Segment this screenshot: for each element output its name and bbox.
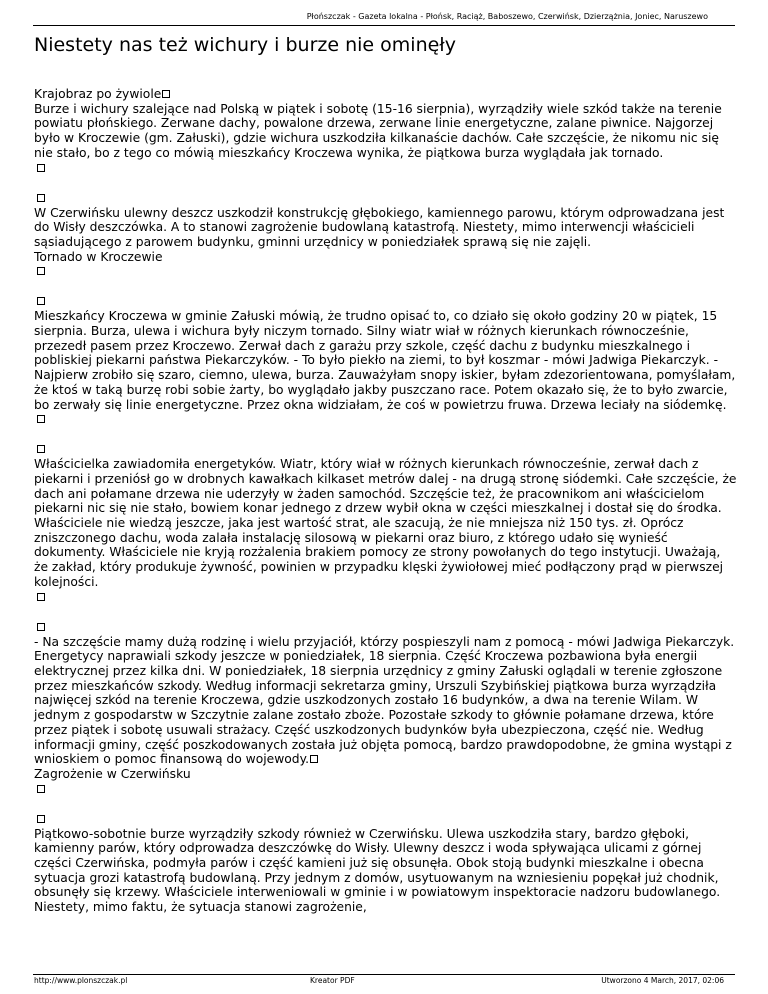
paragraph-text: - Na szczęście mamy dużą rodzinę i wielu przyjaciół, którzy pospieszyli nam z pomocą - mówi Jadwiga Piekarczyk. Energetycy naprawiali szkody jeszcze w poniedziałek, 18 sierpnia. Część Kroczewa pozbawiona była energii elektrycznej przez kilka dni. W poniedziałek, 18 sierpnia urzędnicy z gminy Załuski oglądali w terenie zgłoszone przez mieszkańców szkody. Według informacji sekretarza gminy, Urszuli Szybińskiej piątkowa burza wyrządziła najwięcej szkód na terenie Kroczewa, gdzie uszkodzonych zostało 16 budynków, a dwa na terenie Wilam. W jednym z gospodarstw w Szczytnie zalane zostało zboże. Pozostałe szkody to głównie połamane drzewa, które przez piątek i sobotę usuwali strażacy. Część uszkodzonych budynków była ubezpieczona, część nie. Według informacji gminy, część poszkodowanych została już objęta pomocą, bardzo prawdopodobne, że gmina wystąpi z wnioskiem o pomoc finansową do wojewody. [34,634,735,767]
footer-created-date: Utworzono 4 March, 2017, 02:06 [601,976,724,985]
placeholder-line [34,590,738,605]
paragraph [34,635,738,767]
placeholder-line [34,782,738,797]
page-header: Płońszczak - Gazeta lokalna - Płońsk, Raciąż, Baboszewo, Czerwińsk, Dzierzążnia, Joniec, Naruszewo [306,12,708,21]
page-footer [34,976,736,988]
spacer [34,176,738,191]
missing-glyph-icon [37,194,45,202]
placeholder-line [34,412,738,427]
missing-glyph-icon [37,593,45,601]
missing-glyph-icon [37,815,45,823]
missing-glyph-icon [37,267,45,275]
placeholder-line [34,161,738,176]
footer-url-link[interactable]: http://www.plonszczak.pl [34,976,128,985]
footer-generator: Kreator PDF [310,976,355,985]
article-body [34,87,738,915]
missing-glyph-icon [37,445,45,453]
missing-glyph-icon [310,755,318,763]
missing-glyph-icon [37,623,45,631]
missing-glyph-icon [37,297,45,305]
missing-glyph-icon [37,164,45,172]
paragraph: Mieszkańcy Kroczewa w gminie Załuski mówią, że trudno opisać to, co działo się około godziny 20 w piątek, 15 sierpnia. Burza, ulewa i wichura były niczym tornado. Silny wiatr wiał w różnych kierunkach równocześnie, przezedł pasem przez Kroczewo. Zerwał dach z garażu przy szkole, część dachu z budynku mieszkalnego i pobliskiej piekarni państwa Piekarczyków. - To było piekło na ziemi, to był koszmar - mówi Jadwiga Piekarczyk. - Najpierw zrobiło się szaro, ciemno, ulewa, burza. Zauważyłam snopy iskier, byłam zdezorientowana, pomyślałam, że ktoś w taką burzę robi sobie żarty, bo wyglądało jakby puszczano race. Potem okazało się, że to było zwarcie, bo zerwały się linie energetyczne. Przez okna widziałam, że coś w powietrzu fruwa. Drzewa leciały na siódemkę. [34,309,736,412]
footer-divider [33,974,735,975]
paragraph: Właścicielka zawiadomiła energetyków. Wiatr, który wiał w różnych kierunkach równocześnie, zerwał dach z piekarni i przeniósł go w drobnych kawałkach kilkaset metrów dalej - na drugą stronę siódemki. Całe szczęście, że dach ani połamane drzewa nie uderzyły w żaden samochód. Szczęście też, że pracownikom ani właścicielom piekarni nic się nie stało, bowiem konar jednego z drzew wybił okna w części mieszkalnej i dostał się do środka. Właściciele nie wiedzą jeszcze, jaka jest wartość strat, ale szacują, że nie mniejsza niż 150 tys. zł. Oprócz zniszczonego dachu, woda zalała instalację silosową w piekarni oraz biuro, z którego udało się wynieść dokumenty. Właściciele nie kryją rozżalenia brakiem pomocy ze strony powołanych do tego instytucji. Uważają, że zakład, który produkuje żywność, powinien w przypadku klęski żywiołowej mieć podłączony prąd w pierwszej kolejności. [34,457,737,589]
section-heading-text: Krajobraz po żywiole [34,87,162,101]
missing-glyph-icon [37,785,45,793]
spacer [34,279,738,294]
paragraph: Burze i wichury szalejące nad Polską w piątek i sobotę (15-16 sierpnia), wyrządziły wiele szkód także na terenie powiatu płońskiego. Zerwane dachy, powalone drzewa, zerwane linie energetyczne, zalane piwnice. Najgorzej było w Kroczewie (gm. Załuski), gdzie wichura uszkodziła kilkanaście dachów. Całe szczęście, że nikomu nic się nie stało, bo z tego co mówią mieszkańcy Kroczewa wynika, że piątkowa burza wyglądała jak tornado. [34,101,722,160]
placeholder-line [34,191,738,206]
placeholder-line [34,620,738,635]
missing-glyph-icon [37,415,45,423]
spacer [34,797,738,812]
paragraph: Piątkowo-sobotnie burze wyrządziły szkody również w Czerwińsku. Ulewa uszkodziła stary, bardzo głęboki, kamienny parów, który odprowadza deszczówkę do Wisły. Ulewny deszcz i woda spływająca ulicami z górnej części Czerwińska, podmyła parów i część kamieni już się obsunęła. Obok stoją budynki mieszkalne i obecna sytuacja grozi katastrofą budowlaną. Przy jednym z domów, usytuowanym na wzniesieniu popękał już chodnik, obsunęły się krzewy. Właściciele interweniowali w gminie i w powiatowym inspektoracie nadzoru budowlanego. Niestety, mimo faktu, że sytuacja stanowi zagrożenie, [34,826,721,915]
header-divider [33,25,735,26]
placeholder-line [34,812,738,827]
placeholder-line [34,294,738,309]
section-heading: Zagrożenie w Czerwińsku [34,766,191,781]
spacer [34,427,738,442]
placeholder-line [34,442,738,457]
placeholder-line [34,264,738,279]
paragraph: W Czerwińsku ulewny deszcz uszkodził konstrukcję głębokiego, kamiennego parowu, którym odprowadzana jest do Wisły deszczówka. A to stanowi zagrożenie budowlaną katastrofą. Niestety, mimo interwencji właścicieli sąsiadującego z parowem budynku, gminni urzędnicy w poniedziałek sprawą się nie zajęli. [34,205,725,249]
section-heading [34,87,738,102]
section-heading: Tornado w Kroczewie [34,249,163,264]
article-title: Niestety nas też wichury i burze nie ominęły [34,34,456,56]
spacer [34,605,738,620]
missing-glyph-icon [162,90,170,98]
